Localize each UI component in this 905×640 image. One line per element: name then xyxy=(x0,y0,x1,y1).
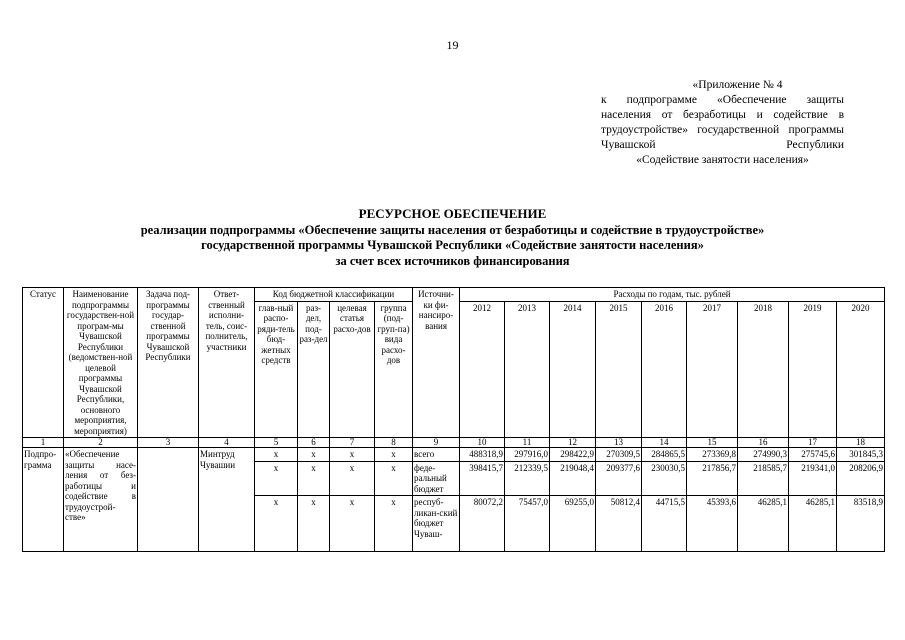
table-row xyxy=(23,448,885,462)
column-number: 10 xyxy=(460,438,505,448)
value-cell: 44715,5 xyxy=(642,496,687,552)
appendix-line-3: в трудоустройстве» государственной xyxy=(601,109,844,136)
source-cell: всего xyxy=(413,448,460,462)
bk-cell: х xyxy=(255,448,298,462)
header-responsible: Ответ-ственный исполни-тель, соис-полнитель, участники xyxy=(199,288,255,438)
appendix-line-5: «Содействие занятости населения» xyxy=(636,154,809,166)
value-cell: 488318,9 xyxy=(460,448,505,462)
value-cell: 298422,9 xyxy=(550,448,596,462)
appendix-title: «Приложение № 4 xyxy=(692,79,783,91)
column-number: 1 xyxy=(23,438,64,448)
bk-cell: х xyxy=(330,448,375,462)
value-cell: 212339,5 xyxy=(505,461,550,496)
column-number: 6 xyxy=(298,438,330,448)
value-cell: 284865,5 xyxy=(642,448,687,462)
column-number: 17 xyxy=(789,438,837,448)
bk-cell: х xyxy=(330,496,375,552)
value-cell: 398415,7 xyxy=(460,461,505,496)
row-task xyxy=(138,448,199,552)
page-number: 19 xyxy=(446,38,459,52)
header-expenses: Расходы по годам, тыс. рублей xyxy=(460,288,885,302)
value-cell: 274990,3 xyxy=(738,448,789,462)
header-year: 2018 xyxy=(738,301,789,320)
appendix-line-4: программы Чувашской Республики xyxy=(601,124,845,151)
value-cell: 230030,5 xyxy=(642,461,687,496)
value-cell: 83518,9 xyxy=(837,496,885,552)
row-responsible: Минтруд Чувашии xyxy=(199,448,255,552)
value-cell: 46285,1 xyxy=(738,496,789,552)
column-number: 18 xyxy=(837,438,885,448)
header-task: Задача под-программы государ-ственной программы Чувашской Республики xyxy=(138,288,199,438)
bk-cell: х xyxy=(330,461,375,496)
column-number: 2 xyxy=(64,438,138,448)
header-bk-target: целевая статья расхо-дов xyxy=(330,301,375,438)
value-cell: 75457,0 xyxy=(505,496,550,552)
header-year: 2020 xyxy=(837,301,885,320)
value-cell: 270309,5 xyxy=(596,448,642,462)
heading-line-3: за счет всех источников финансирования xyxy=(335,253,570,268)
row-name: «Обеспечение защиты насе-ления от без-работицы и содействие в трудоустрой-стве» xyxy=(64,448,138,552)
header-year: 2017 xyxy=(687,301,738,320)
value-cell: 301845,3 xyxy=(837,448,885,462)
value-cell: 218585,7 xyxy=(738,461,789,496)
column-number-row xyxy=(23,438,885,448)
column-number: 3 xyxy=(138,438,199,448)
value-cell: 208206,9 xyxy=(837,461,885,496)
bk-cell: х xyxy=(375,448,413,462)
header-year: 2015 xyxy=(596,301,642,320)
header-year: 2012 xyxy=(460,301,505,320)
header-year: 2014 xyxy=(550,301,596,320)
source-cell: респуб-ликан-ский бюджет Чуваш- xyxy=(413,496,460,552)
header-year: 2013 xyxy=(505,301,550,320)
heading-main: РЕСУРСНОЕ ОБЕСПЕЧЕНИЕ xyxy=(358,206,547,221)
resource-table xyxy=(22,287,885,552)
appendix-line-1: к подпрограмме «Обеспечение защиты xyxy=(601,94,844,106)
source-cell: феде-ральный бюджет xyxy=(413,461,460,496)
header-bk-razdel: раз-дел, под-раз-дел xyxy=(298,301,330,438)
column-number: 8 xyxy=(375,438,413,448)
value-cell: 297916,0 xyxy=(505,448,550,462)
value-cell: 273369,8 xyxy=(687,448,738,462)
column-number: 15 xyxy=(687,438,738,448)
bk-cell: х xyxy=(255,461,298,496)
row-status: Подпро-грамма xyxy=(23,448,64,552)
header-year: 2019 xyxy=(789,301,837,320)
heading-line-1: реализации подпрограммы «Обеспечение защиты населения от безработицы и содействие в трудоустройстве» xyxy=(140,222,765,237)
header-name: Наименование подпрограммы государствен-ной програм-мы Чувашской Республики (ведомствен-ной целевой программы Чувашской Республики, основного мероприятия, мероприятия) xyxy=(64,288,138,438)
header-bk-glavny: глав-ный распо-ряди-тель бюд-жетных средств xyxy=(255,301,298,438)
column-number: 13 xyxy=(596,438,642,448)
value-cell: 275745,6 xyxy=(789,448,837,462)
column-number: 14 xyxy=(642,438,687,448)
bk-cell: х xyxy=(255,496,298,552)
column-number: 5 xyxy=(255,438,298,448)
column-number: 7 xyxy=(330,438,375,448)
bk-cell: х xyxy=(298,461,330,496)
value-cell: 217856,7 xyxy=(687,461,738,496)
value-cell: 69255,0 xyxy=(550,496,596,552)
column-number: 16 xyxy=(738,438,789,448)
bk-cell: х xyxy=(375,461,413,496)
column-number: 4 xyxy=(199,438,255,448)
bk-cell: х xyxy=(298,448,330,462)
header-source: Источни-ки фи-нансиро-вания xyxy=(413,288,460,438)
header-bk-code: Код бюджетной классификации xyxy=(255,288,413,302)
bk-cell: х xyxy=(298,496,330,552)
value-cell: 219048,4 xyxy=(550,461,596,496)
bk-cell: х xyxy=(375,496,413,552)
value-cell: 45393,6 xyxy=(687,496,738,552)
appendix-block xyxy=(601,78,844,168)
value-cell: 80072,2 xyxy=(460,496,505,552)
heading-line-2: государственной программы Чувашской Республики «Содействие занятости населения» xyxy=(201,238,704,252)
value-cell: 46285,1 xyxy=(789,496,837,552)
document-heading xyxy=(0,206,905,269)
column-number: 12 xyxy=(550,438,596,448)
value-cell: 219341,0 xyxy=(789,461,837,496)
header-bk-group: группа (под-груп-па) вида расхо-дов xyxy=(375,301,413,438)
header-year: 2016 xyxy=(642,301,687,320)
column-number: 9 xyxy=(413,438,460,448)
value-cell: 209377,6 xyxy=(596,461,642,496)
value-cell: 50812,4 xyxy=(596,496,642,552)
column-number: 11 xyxy=(505,438,550,448)
appendix-line-2: населения от безработицы и содействие xyxy=(601,109,828,121)
header-status: Статус xyxy=(23,288,64,438)
